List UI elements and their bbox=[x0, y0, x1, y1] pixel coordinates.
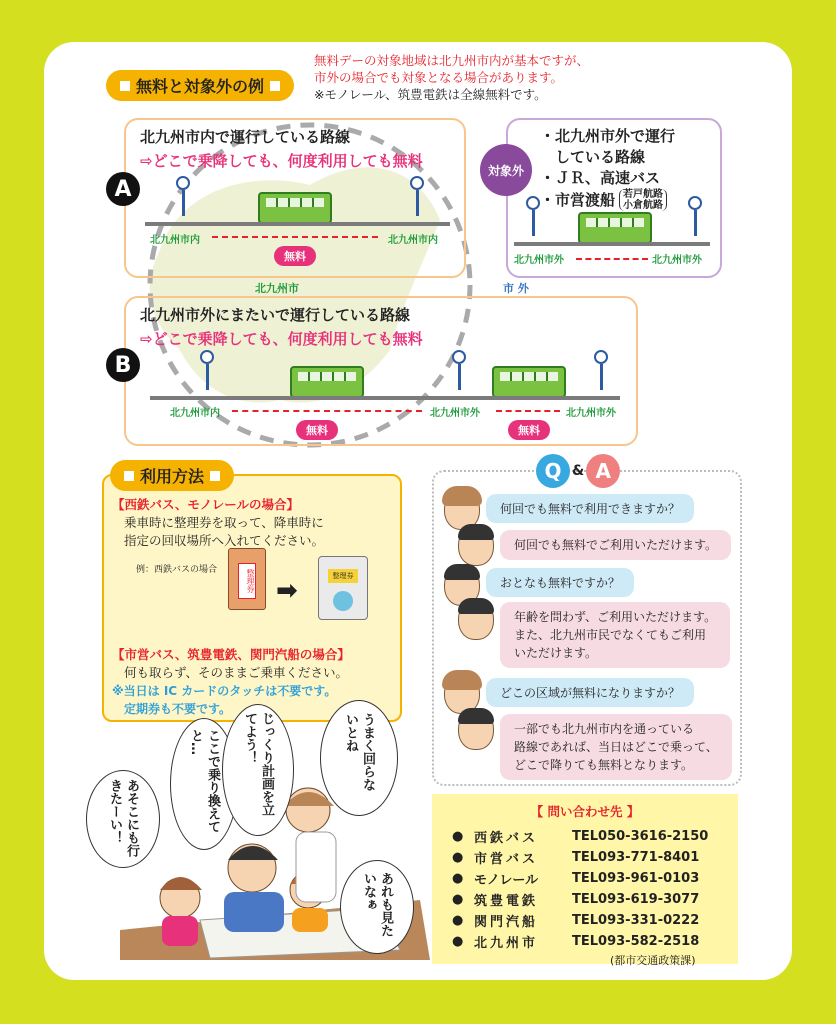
usage-text: 何も取らず、そのままご乗車ください。 bbox=[124, 665, 349, 680]
answer-line: また、北九州市民でなくてもご利用 bbox=[514, 628, 707, 642]
section-a-badge: A bbox=[106, 172, 140, 206]
road bbox=[514, 242, 710, 246]
square-icon bbox=[124, 471, 134, 481]
bullet-icon: ● bbox=[452, 871, 464, 886]
contact-tel: TEL093-771-8401 bbox=[572, 850, 700, 865]
q-badge: Q bbox=[536, 454, 570, 488]
contact-row bbox=[452, 910, 738, 931]
ticket-dispenser-illustration bbox=[228, 548, 266, 610]
usage-text: 乗車時に整理券を取って、降車時に bbox=[124, 515, 324, 530]
tag-label: 利用方法 bbox=[140, 467, 205, 486]
area-label: 北九州市外 bbox=[566, 408, 616, 419]
usage-text-1 bbox=[112, 496, 324, 550]
question-bubble: どこの区域が無料になりますか？ bbox=[486, 678, 694, 707]
bullet-icon: ● bbox=[452, 913, 464, 928]
excluded-item: ・市営渡船 bbox=[540, 190, 616, 209]
bus-stop-icon bbox=[200, 350, 214, 390]
speech-bubble bbox=[340, 860, 414, 954]
section-a-title: 北九州市内で運行している路線 bbox=[140, 128, 351, 146]
excluded-item: ・北九州市外で運行 bbox=[540, 127, 676, 145]
speech-bubble bbox=[86, 770, 160, 868]
contact-tel: TEL093-619-3077 bbox=[572, 892, 700, 907]
contact-title: 【 問い合わせ先 】 bbox=[530, 804, 640, 819]
bus-stop-icon bbox=[452, 350, 466, 390]
usage-note: 定期券も不要です。 bbox=[124, 702, 232, 716]
excluded-list bbox=[540, 126, 675, 211]
ferry-route: 若戸航路 bbox=[623, 189, 664, 200]
map-outside-label: 市 外 bbox=[503, 282, 529, 295]
answerer-avatar bbox=[458, 598, 494, 640]
answer-line: どこで降りても無料となります。 bbox=[514, 758, 694, 772]
contact-name: 関門汽船 bbox=[474, 915, 539, 930]
answer-bubble: 何回でも無料でご利用いただけます。 bbox=[500, 530, 731, 560]
fare-box-illustration bbox=[318, 556, 368, 620]
speech-bubble bbox=[222, 704, 294, 836]
contact-panel bbox=[432, 794, 738, 967]
contact-name: 西鉄バス bbox=[474, 831, 539, 846]
section-tag-usage bbox=[110, 460, 234, 491]
qa-title bbox=[536, 454, 620, 488]
speech-bubble bbox=[320, 700, 398, 816]
excluded-item: ・ＪＲ、高速バス bbox=[540, 169, 661, 187]
question-bubble: 何回でも無料で利用できますか？ bbox=[486, 494, 694, 523]
contact-department: (都市交通政策課) bbox=[610, 954, 696, 967]
contact-name: モノレール bbox=[474, 873, 539, 888]
usage-text-2 bbox=[112, 646, 350, 718]
usage-text: 指定の回収場所へ入れてください。 bbox=[124, 533, 325, 548]
free-badge: 無料 bbox=[508, 420, 550, 440]
ferry-routes bbox=[619, 189, 667, 211]
bus-icon bbox=[578, 212, 652, 244]
road bbox=[150, 396, 620, 400]
ticket-icon: 整理券 bbox=[238, 563, 256, 599]
answer-line: いただけます。 bbox=[514, 646, 598, 660]
contact-row bbox=[452, 931, 738, 952]
excluded-item: している路線 bbox=[540, 148, 646, 166]
area-label: 北九州市外 bbox=[652, 255, 702, 266]
answer-bubble bbox=[500, 714, 732, 780]
contact-row bbox=[452, 826, 738, 847]
section-b-badge: B bbox=[106, 348, 140, 382]
speech-text: あれも見たいなぁ bbox=[361, 872, 393, 937]
free-badge: 無料 bbox=[274, 246, 316, 266]
bullet-icon: ● bbox=[452, 829, 464, 844]
note-line: ※モノレール、筑豊電鉄は全線無料です。 bbox=[314, 87, 547, 102]
usage-heading: 【西鉄バス、モノレールの場合】 bbox=[112, 497, 300, 512]
section-b-title: 北九州市外にまたいで運行している路線 bbox=[140, 306, 411, 324]
contact-tel: TEL050-3616-2150 bbox=[572, 829, 709, 844]
fare-box-label: 整理券 bbox=[328, 569, 358, 583]
area-label: 北九州市外 bbox=[430, 408, 480, 419]
bullet-icon: ● bbox=[452, 934, 464, 949]
contact-list bbox=[432, 826, 738, 968]
square-icon bbox=[120, 81, 130, 91]
range-arrow bbox=[576, 258, 648, 260]
answerer-avatar bbox=[458, 524, 494, 566]
bullet-icon: ● bbox=[452, 892, 464, 907]
area-label: 北九州市内 bbox=[150, 235, 200, 246]
map-city-label: 北九州市 bbox=[255, 282, 299, 295]
speech-text: ここで乗り換えてと… bbox=[188, 729, 220, 833]
bus-stop-icon bbox=[176, 176, 190, 216]
ampersand: & bbox=[572, 463, 585, 479]
area-label: 北九州市外 bbox=[514, 255, 564, 266]
answer-bubble bbox=[500, 602, 730, 668]
excluded-item-ferry bbox=[540, 189, 675, 211]
speech-text: じっくり計画を立てよう！ bbox=[242, 712, 274, 816]
speech-text: あそこにも行きたーい！ bbox=[107, 779, 139, 857]
tag-label: 無料と対象外の例 bbox=[136, 77, 265, 96]
contact-row bbox=[452, 889, 738, 910]
area-label: 北九州市内 bbox=[170, 408, 220, 419]
square-icon bbox=[270, 81, 280, 91]
usage-heading: 【市営バス、筑豊電鉄、関門汽船の場合】 bbox=[112, 647, 350, 662]
contact-name: 北九州市 bbox=[474, 936, 539, 951]
bus-stop-icon bbox=[410, 176, 424, 216]
contact-row bbox=[452, 847, 738, 868]
speech-text: うまく回らないとね bbox=[343, 713, 375, 791]
excluded-badge: 対象外 bbox=[480, 144, 532, 196]
note-line: 無料デーの対象地域は北九州市内が基本ですが、 bbox=[314, 53, 590, 68]
ferry-route: 小倉航路 bbox=[623, 200, 664, 211]
note-line: 市外の場合でも対象となる場合があります。 bbox=[314, 70, 564, 85]
section-tag-free-examples bbox=[106, 70, 294, 101]
answer-line: 一部でも北九州市内を通っている bbox=[514, 722, 695, 736]
section-a-subtitle: ⇨どこで乗降しても、何度利用しても無料 bbox=[140, 152, 423, 170]
answerer-avatar bbox=[458, 708, 494, 750]
road bbox=[145, 222, 450, 226]
bus-icon bbox=[290, 366, 364, 398]
contact-tel: TEL093-961-0103 bbox=[572, 871, 700, 886]
contact-name: 筑豊電鉄 bbox=[474, 894, 539, 909]
bus-icon bbox=[258, 192, 332, 224]
area-label: 北九州市内 bbox=[388, 235, 438, 246]
contact-tel: TEL093-582-2518 bbox=[572, 934, 700, 949]
bus-icon bbox=[492, 366, 566, 398]
arrow-right-icon: ➡ bbox=[276, 576, 298, 606]
a-badge: A bbox=[586, 454, 620, 488]
answer-line: 路線であれば、当日はどこで乗って、 bbox=[514, 740, 718, 754]
bus-stop-icon bbox=[688, 196, 702, 236]
usage-note: ※当日は IC カードのタッチは不要です。 bbox=[112, 684, 337, 698]
free-range-arrow bbox=[232, 410, 422, 412]
bullet-icon: ● bbox=[452, 850, 464, 865]
square-icon bbox=[210, 471, 220, 481]
coin-slot-icon bbox=[333, 591, 353, 611]
bus-stop-icon bbox=[594, 350, 608, 390]
contact-tel: TEL093-331-0222 bbox=[572, 913, 700, 928]
header-note bbox=[314, 52, 589, 103]
question-bubble: おとなも無料ですか？ bbox=[486, 568, 634, 597]
section-b-subtitle: ⇨どこで乗降しても、何度利用しても無料 bbox=[140, 330, 423, 348]
answer-line: 年齢を問わず、ご利用いただけます。 bbox=[514, 610, 717, 624]
contact-row bbox=[452, 868, 738, 889]
free-badge: 無料 bbox=[296, 420, 338, 440]
usage-example-label: 例：西鉄バスの場合 bbox=[136, 565, 218, 575]
bus-stop-icon bbox=[526, 196, 540, 236]
free-range-arrow bbox=[212, 236, 378, 238]
contact-name: 市営バス bbox=[474, 852, 539, 867]
free-range-arrow bbox=[496, 410, 560, 412]
